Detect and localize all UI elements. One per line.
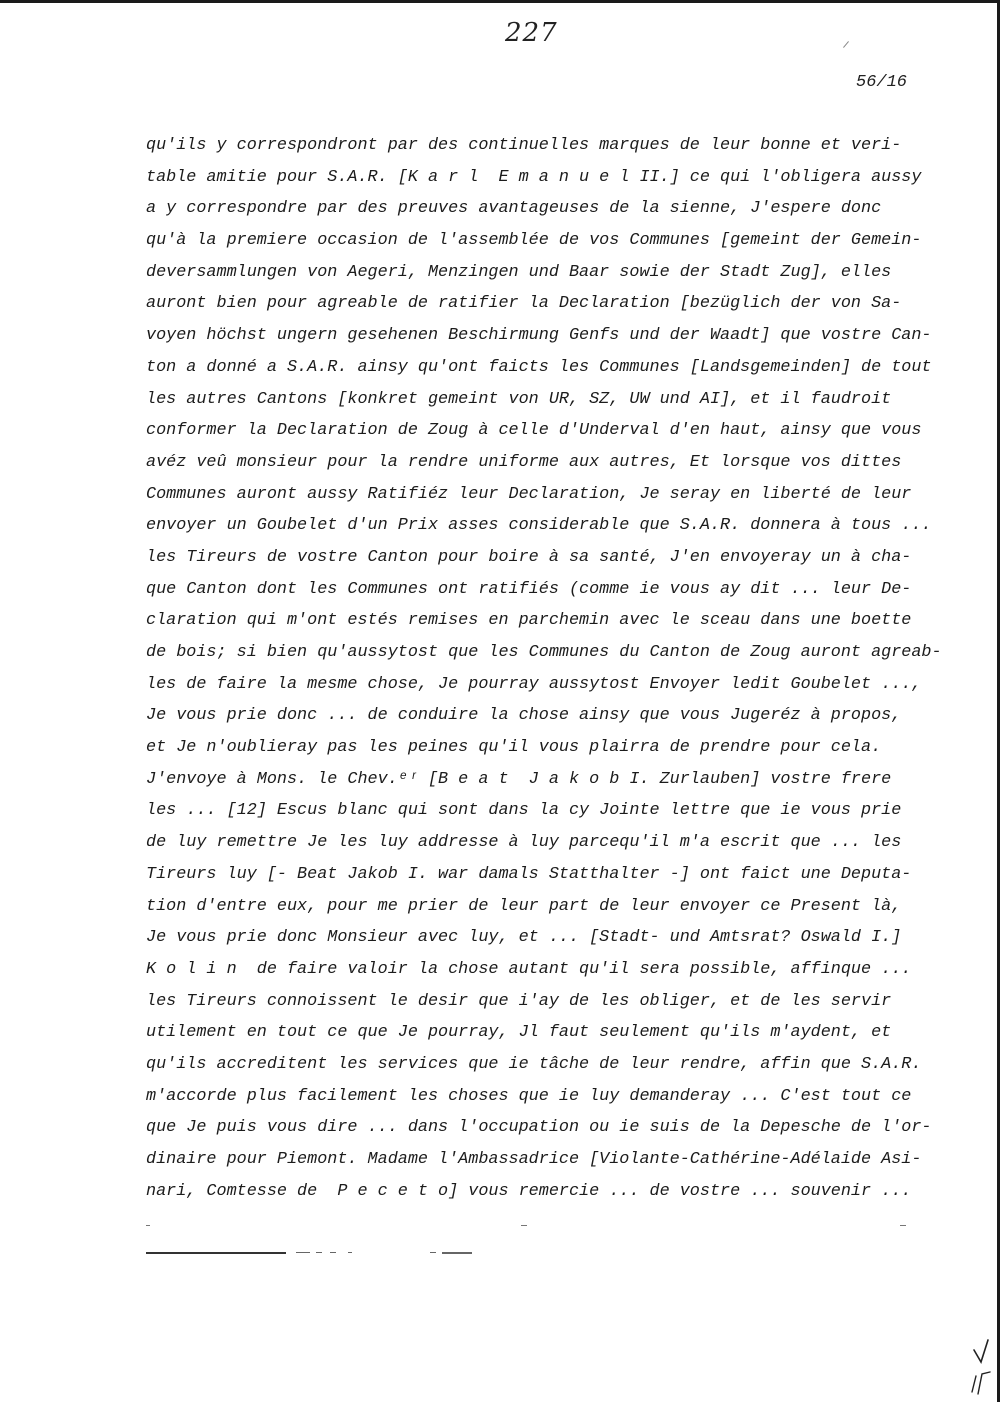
text-line: a y correspondre par des preuves avantageuses de la sienne, J'espere donc — [146, 199, 882, 219]
text-line: claration qui m'ont estés remises en parchemin avec le sceau dans une boette — [146, 611, 912, 631]
text-line: les Tireurs de vostre Canton pour boire à sa santé, J'en envoyeray un à cha- — [146, 547, 912, 567]
line-mark — [521, 1225, 527, 1226]
text-line: les Tireurs connoissent le desir que i'ay de les obliger, et de les servir — [146, 991, 892, 1011]
text-line: deversammlungen von Aegeri, Menzingen und Baar sowie der Stadt Zug], elles — [146, 262, 892, 282]
line-mark — [146, 1225, 150, 1226]
text-line: les de faire la mesme chose, Je pourray aussytost Envoyer ledit Goubelet ..., — [146, 674, 922, 694]
text-line: de bois; si bien qu'aussytost que les Communes du Canton de Zoug auront agreab- — [146, 643, 942, 662]
text-line: Je vous prie donc ... de conduire la chose ainsy que vous Jugeréz à propos, — [146, 706, 902, 726]
footnote-separator-dash — [348, 1252, 352, 1253]
footnote-separator-dash — [330, 1252, 336, 1253]
text-line: Je vous prie donc Monsieur avec luy, et ... [Stadt- und Amtsrat? Oswald I.] — [146, 928, 902, 948]
text-line: avéz veû monsieur pour la rendre uniforme aux autres, Et lorsque vos dittes — [146, 452, 902, 472]
footnote-separator-dash — [316, 1252, 322, 1253]
text-line: Tireurs luy [- Beat Jakob I. war damals Statthalter -] ont faict une Deputa- — [146, 864, 912, 884]
text-line: auront bien pour agreable de ratifier la Declaration [bezüglich der von Sa- — [146, 294, 902, 314]
footnote-separator-dash — [430, 1252, 436, 1253]
footnote-separator-dash — [442, 1252, 472, 1254]
text-line: ton a donné a S.A.R. ainsy qu'ont faicts les Communes [Landsgemeinden] de tout — [146, 357, 932, 377]
text-line: que Canton dont les Communes ont ratifiés (comme ie vous ay dit ... leur De- — [146, 579, 912, 599]
text-line: les autres Cantons [konkret gemeint von UR, SZ, UW und AI], et il faudroit — [146, 389, 892, 409]
pencil-mark — [843, 41, 849, 48]
text-line: de luy remettre Je les luy addresse à luy parcequ'il m'a escrit que ... les — [146, 833, 902, 853]
text-line: m'accorde plus facilement les choses que ie luy demanderay ... C'est tout ce — [146, 1086, 912, 1106]
text-line: qu'ils accreditent les services que ie tâche de leur rendre, affin que S.A.R. — [146, 1054, 922, 1074]
text-line: voyen höchst ungern gesehenen Beschirmung Genfs und der Waadt] que vostre Can- — [146, 326, 932, 346]
text-line: K o l i n de faire valoir la chose autant qu'il sera possible, affinque ... — [146, 959, 912, 979]
footnote-separator-rule — [146, 1252, 286, 1254]
text-line: nari, Comtesse de P e c e t o] vous remercie ... de vostre ... souvenir ... — [146, 1181, 912, 1201]
text-line: conformer la Declaration de Zoug à celle d'Underval d'en haut, ainsy que vous — [146, 421, 922, 441]
scan-edge-top — [0, 0, 1000, 3]
text-line: que Je puis vous dire ... dans l'occupation ou ie suis de la Depesche de l'or- — [146, 1118, 932, 1138]
handwritten-check-mark-icon — [968, 1336, 996, 1396]
text-line: dinaire pour Piemont. Madame l'Ambassadrice [Violante-Cathérine-Adélaide Asi- — [146, 1150, 922, 1169]
text-line: utilement en tout ce que Je pourray, Jl faut seulement qu'ils m'aydent, et — [146, 1023, 892, 1043]
text-line: et Je n'oublieray pas les peines qu'il vous plairra de prendre pour cela. — [146, 738, 882, 758]
text-line: J'envoye à Mons. le Chev.ᵉʳ [B e a t J a k o b I. Zurlauben] vostre frere — [146, 769, 892, 789]
handwritten-folio-number: 227 — [505, 18, 558, 48]
text-line: tion d'entre eux, pour me prier de leur part de leur envoyer ce Present là, — [146, 896, 902, 916]
text-line: table amitie pour S.A.R. [K a r l E m a n u e l II.] ce qui l'obligera aussy — [146, 167, 922, 187]
text-line: qu'à la premiere occasion de l'assemblée de vos Communes [gemeint der Gemein- — [146, 231, 922, 251]
text-line: Communes auront aussy Ratifiéz leur Declaration, Je seray en liberté de leur — [146, 484, 912, 504]
typewritten-body-text — [146, 130, 946, 1207]
footnote-separator-dash — [296, 1252, 310, 1253]
sheet-number: 56/16 — [856, 73, 908, 92]
text-line: qu'ils y correspondront par des continuelles marques de leur bonne et veri- — [146, 136, 902, 155]
text-line: envoyer un Goubelet d'un Prix asses considerable que S.A.R. donnera à tous ... — [146, 516, 932, 536]
text-line: les ... [12] Escus blanc qui sont dans la cy Jointe lettre que ie vous prie — [146, 801, 902, 821]
line-mark — [900, 1225, 906, 1226]
